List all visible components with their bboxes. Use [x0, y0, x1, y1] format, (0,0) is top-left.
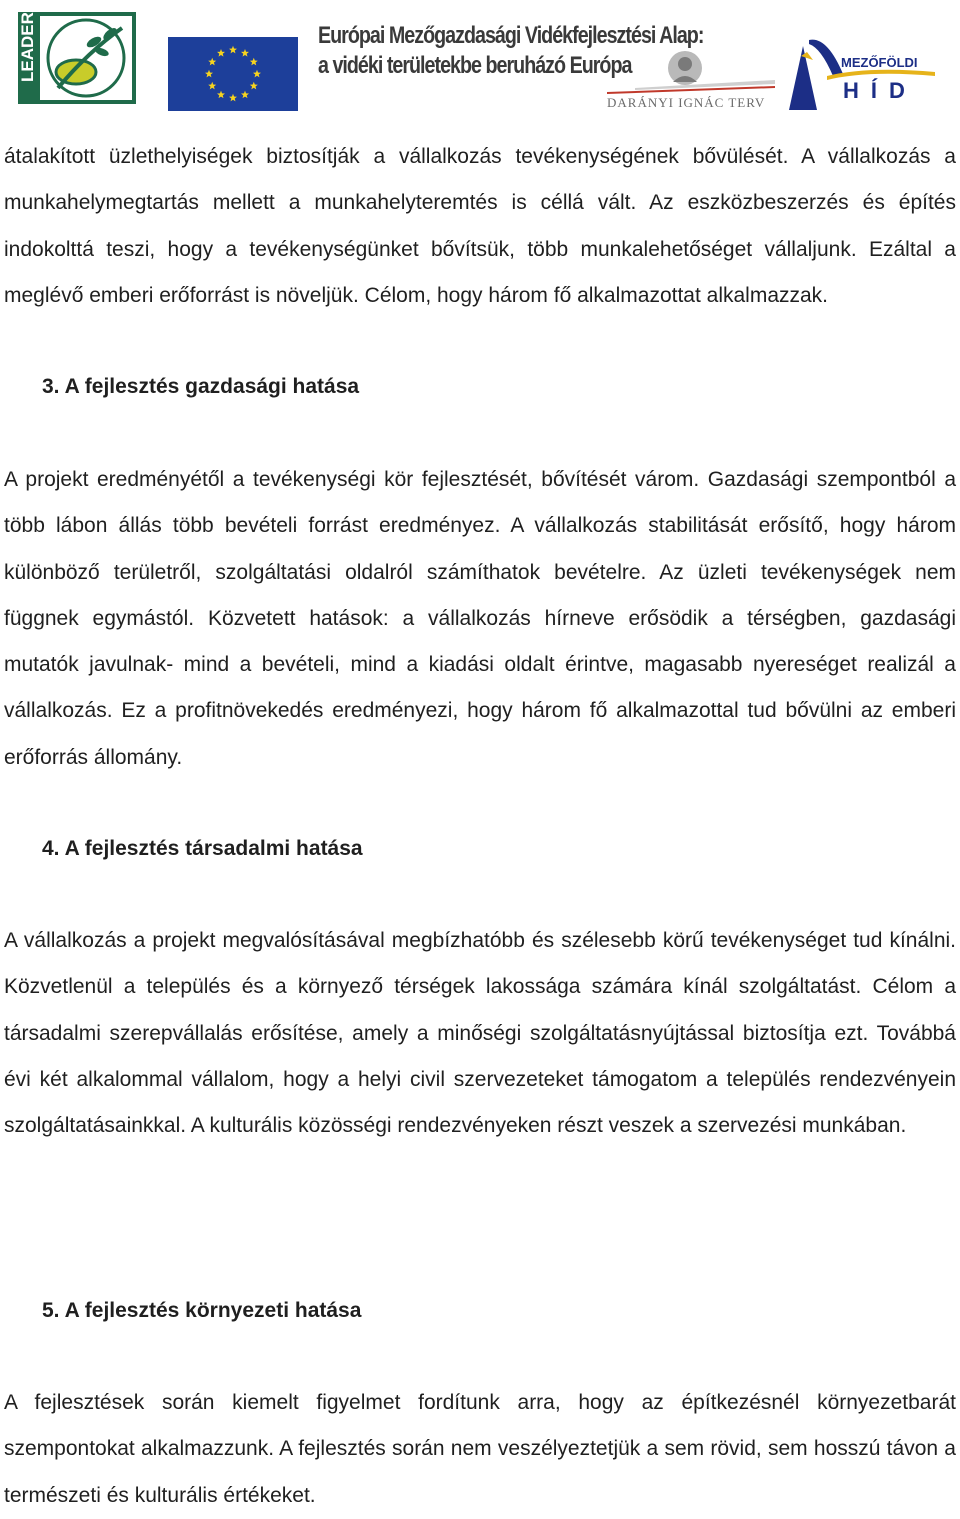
leader-logo-text: LEADER [18, 12, 37, 82]
intro-paragraph: átalakított üzlethelyiségek biztosítják a vállalkozás tevékenységének bővülését. A vállalkozás a munkahelymegtartás mellett a munkahelyteremtés is céllá vált. Az eszközbeszerzés és építés indokolttá teszi, hogy a tevékenységünket bővítsük, több munkalehetőséget vállaljunk. Ezáltal a meglévő emberi erőforrást is növeljük. Célom, hogy három fő alkalmazottat alkalmazzak. [4, 145, 956, 307]
section-4-heading: 4. A fejlesztés társadalmi hatása [42, 837, 363, 860]
leader-logo [18, 12, 136, 104]
header-logos [0, 0, 960, 120]
mezofoldi-hid-logo [787, 36, 937, 112]
section-5-paragraph: A fejlesztések során kiemelt figyelmet fordítunk arra, hogy az építkezésnél környezetbarát szempontokat alkalmazzunk. A fejlesztés során nem veszélyeztetjük a sem rövid, sem hosszú távon a természeti és kulturális értékeket. [4, 1391, 956, 1507]
daranyi-ignac-terv-logo [605, 50, 780, 110]
section-3-heading: 3. A fejlesztés gazdasági hatása [42, 375, 360, 398]
section-4-paragraph: A vállalkozás a projekt megvalósításával megbízhatóbb és szélesebb körű tevékenységet tud kínálni. Közvetlenül a település és a környező térségek lakossága számára kínál szolgáltatást. Célom a társadalmi szerepvállalás erősítése, amely a minőségi szolgáltatásnyújtással biztosítja ezt. Továbbá évi két alkalommal vállalom, hogy a helyi civil szervezeteket támogatom a település rendezvényein szolgáltatásainkkal. A kulturális közösségi rendezvényeken részt veszek a szervezési munkában. [4, 929, 956, 1138]
daranyi-logo-text: DARÁNYI IGNÁC TERV [607, 95, 766, 110]
eu-fund-title [318, 22, 704, 82]
eu-flag-logo [168, 37, 298, 111]
section-5-heading: 5. A fejlesztés környezeti hatása [42, 1299, 362, 1322]
section-3-paragraph: A projekt eredményétől a tevékenységi kör fejlesztését, bővítését várom. Gazdasági szempontból a több lábon állás több bevételi forrást eredményez. A vállalkozás stabilitását erősítő, hogy három különböző területről, szolgáltatási oldalról számíthatok bevételre. Az üzleti tevékenységek nem függnek egymástól. Közvetett hatások: a vállalkozás hírneve erősödik a térségben, gazdasági mutatók javulnak- mind a bevételi, mind a kiadási oldalt érintve, magasabb nyereséget realizál a vállalkozás. Ez a profitnövekedés eredményezi, hogy három fő alkalmazottal tud bővülni az emberi erőforrás állomány. [4, 468, 956, 769]
hid-logo-line1: MEZŐFÖLDI [841, 55, 918, 70]
hid-logo-line2: HÍD [843, 78, 917, 103]
eu-fund-line2: a vidéki területekbe beruházó Európa [318, 52, 632, 79]
eu-fund-line1: Európai Mezőgazdasági Vidékfejlesztési Alap: [318, 22, 704, 49]
